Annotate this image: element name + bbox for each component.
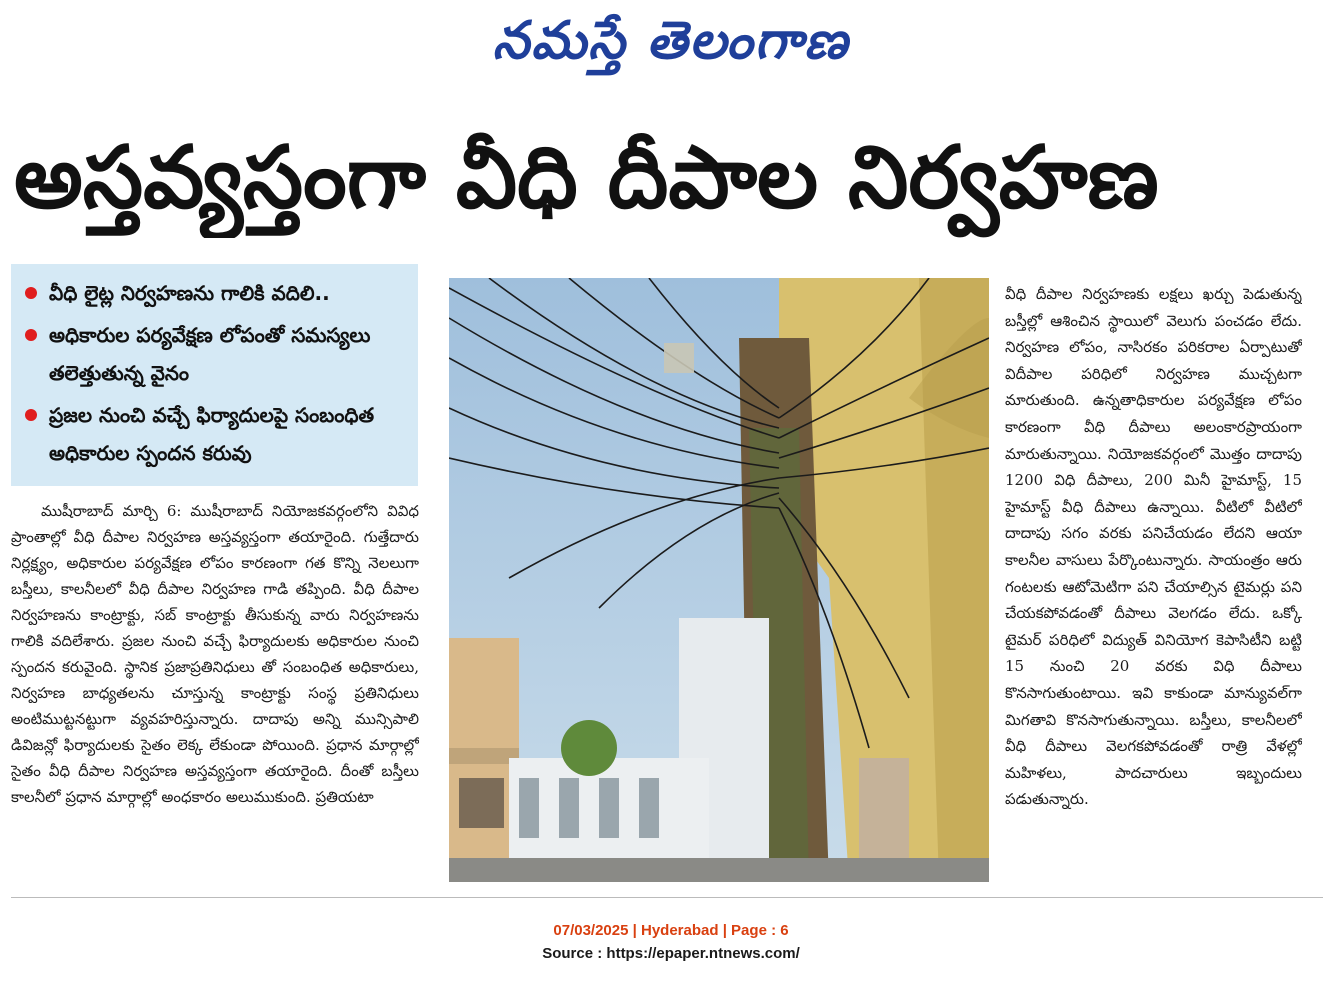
highlight-item [25, 396, 408, 472]
source-link[interactable]: https://epaper.ntnews.com/ [606, 945, 800, 962]
masthead-logo: నమస్తే తెలంగాణ [492, 11, 850, 71]
article-body-right-column: వీధి దీపాల నిర్వహణకు లక్షలు ఖర్చు పెడుతున్న బస్తీల్లో ఆశించిన స్థాయిలో వెలుగు పంచడం లేదు. నిర్వహణ లోపం, నాసిరకం పరికరాల ఏర్పాటుతో విదీపాల పరిధిలో నిర్వహణ ముచ్చటగా మారుతుంది. ఉన్నతాధికారుల పర్యవేక్షణ లోపం కారణంగా వీధి దీపాలు అలంకారప్రాయంగా మారుతున్నాయి. నియోజకవర్గంలో మొత్తం దాదాపు 1200 విధి దీపాలు, 200 మినీ హైమాస్ట్, 15 హైమాస్ట్ వీధి దీపాలు ఉన్నాయి. వీటిలో వీటిలో దాదాపు సగం వరకు పనిచేయడం లేదని ఆయా కాలనీల వాసులు పేర్కొంటున్నారు. సాయంత్రం ఆరు గంటలకు ఆటోమెటిగా పని చేయాల్సిన టైమర్లు పని చేయకపోవడంతో దీపాలు వెలగడం లేదు. ఒక్కో టైమర్ పరిధిలో విద్యుత్ వినియోగ కెపాసిటీని బట్టి 15 నుంచి 20 వరకు విధి దీపాలు కొనసాగుతుంటాయి. ఇవి కాకుండా మాన్యువల్‌గా మిగతావి కొనసాగుతున్నాయి. బస్తీలు, కాలనీలలో వీధి దీపాలు వెలగకపోవడంతో రాత్రి వేళల్లో మహిళలు, పాదచారులు ఇబ్బందులు పడుతున్నారు. [1005, 285, 1302, 809]
highlight-text: అధికారుల పర్యవేక్షణ లోపంతో సమస్యలు తలెత్తుతున్న వైనం [49, 323, 371, 385]
bullet-dot-icon [25, 409, 37, 421]
highlights-box [11, 264, 418, 486]
street-wires-photo [449, 278, 989, 882]
footer-date-line: 07/03/2025 | Hyderabad | Page : 6 [553, 922, 789, 939]
highlight-item [25, 316, 408, 392]
highlight-text: ప్రజల నుంచి వచ్చే ఫిర్యాదులపై సంబంధిత అధికారుల స్పందన కరువు [49, 403, 375, 465]
highlight-item [25, 274, 408, 312]
article-body-left-column: ముషీరాబాద్ మార్చి 6: ముషీరాబాద్ నియోజకవర్గంలోని వివిధ ప్రాంతాల్లో వీధి దీపాల నిర్వహణ అస్తవ్యస్తంగా తయారైంది. గుత్తేదారు నిర్లక్ష్యం, అధికారుల పర్యవేక్షణ లోపం కారణంగా గత కొన్ని నెలలుగా బస్తీలు, కాలనీలలో వీధి దీపాల నిర్వహణ గాడి తప్పింది. వీధి దీపాల నిర్వహణను కాంట్రాక్టు, సబ్ కాంట్రాక్టు తీసుకున్న వారు నిర్వహణను గాలికి వదిలేశారు. ప్రజల నుంచి వచ్చే ఫిర్యాదులకు అధికారుల నుంచి స్పందన కరువైంది. స్థానిక ప్రజాప్రతినిధులు తో సంబంధిత అధికారులు, నిర్వహణ బాధ్యతలను చూస్తున్న కాంట్రాక్టు సంస్థ ప్రతినిధులు అంటిముట్టనట్టుగా వ్యవహరిస్తున్నారు. దాదాపు అన్ని మున్సిపాలి డివిజన్లో ఫిర్యాదులకు సైతం లెక్క లేకుండా పోయింది. ప్రధాన మార్గాల్లో సైతం వీధి దీపాల నిర్వహణ అస్తవ్యస్తంగా తయారైంది. దీంతో బస్తీలు కాలనీలో ప్రధాన మార్గాల్లో అంధకారం అలుముకుంది. ప్రతియటా [11, 502, 419, 806]
article-headline: అస్తవ్యస్తంగా వీధి దీపాల నిర్వహణ [14, 128, 1159, 228]
bullet-dot-icon [25, 329, 37, 341]
bullet-dot-icon [25, 287, 37, 299]
footer-source-line [0, 945, 1342, 962]
photo-illustration [449, 278, 989, 882]
highlight-text: వీధి లైట్ల నిర్వహణను గాలికి వదిలి.. [49, 281, 330, 305]
source-label: Source : [542, 945, 607, 962]
page-divider [11, 897, 1323, 898]
